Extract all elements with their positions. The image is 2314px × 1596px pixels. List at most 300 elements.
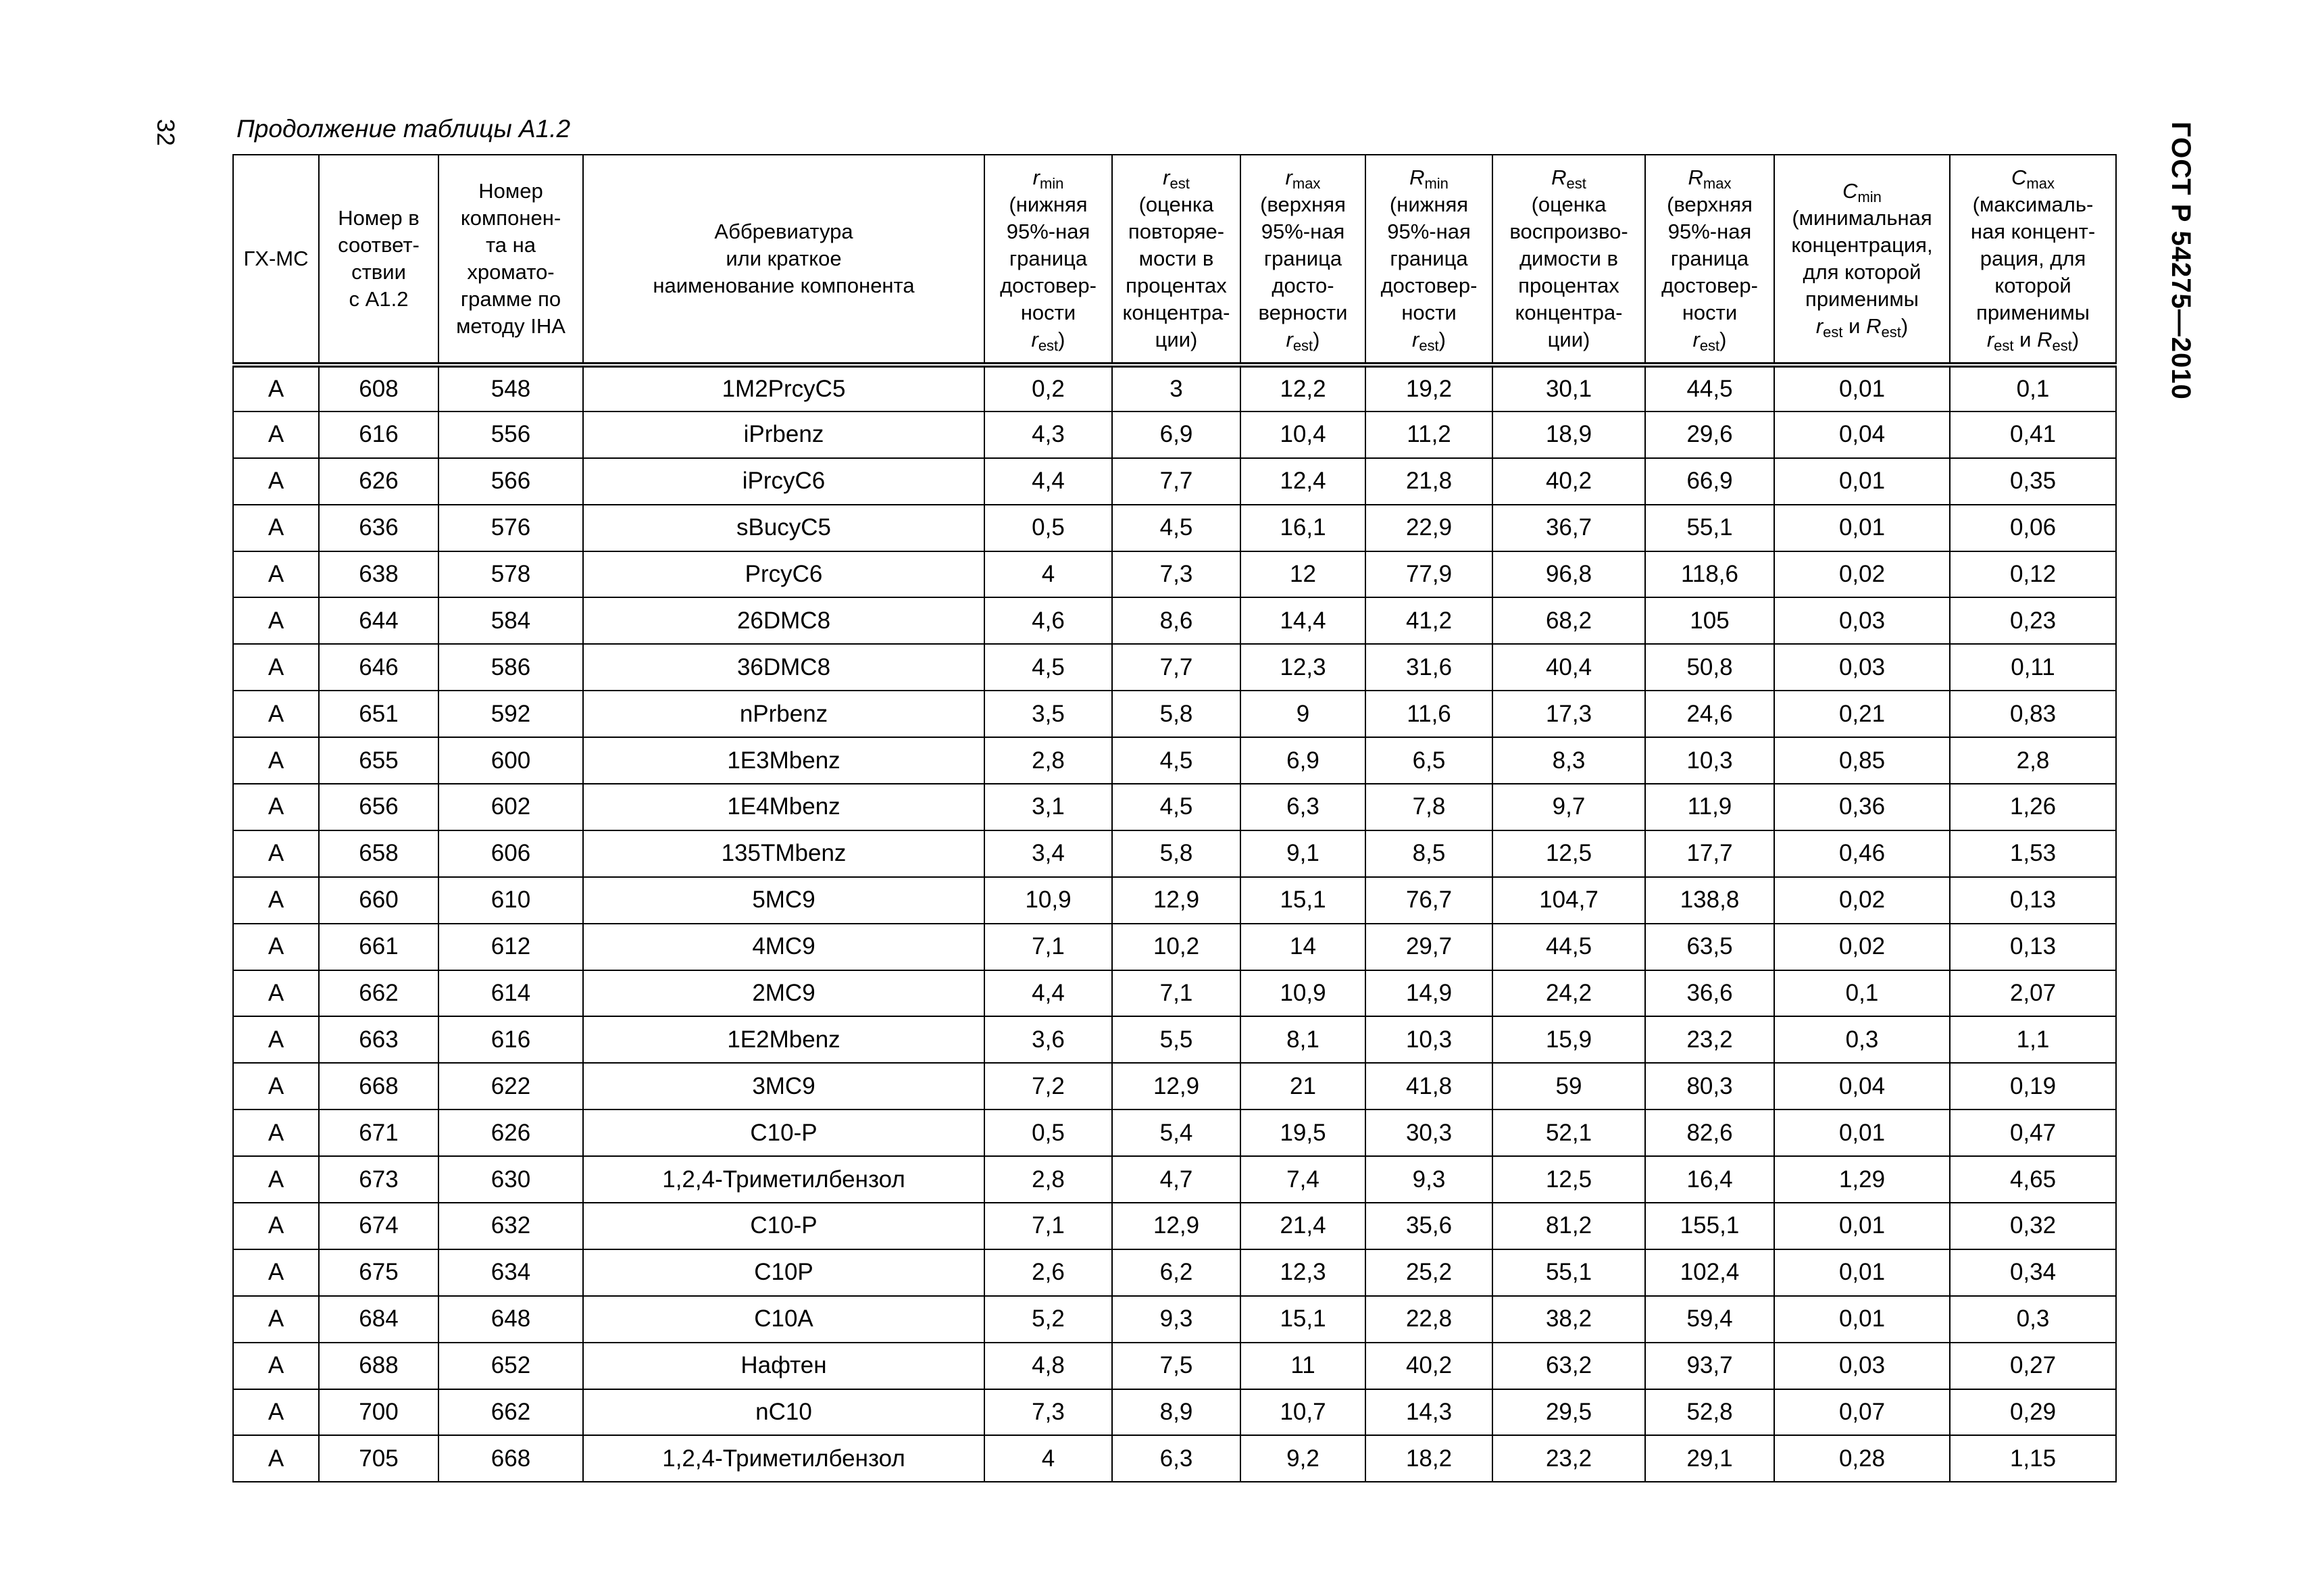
header-r-min-tail-symbol-letter: r: [1031, 328, 1038, 351]
header-R-est-symbol: [1551, 166, 1586, 192]
header-C-max-symbol: [2011, 166, 2055, 192]
table-row: [233, 1156, 2116, 1203]
cell-R-est: 9,7: [1492, 784, 1645, 830]
cell-R-est: 8,3: [1492, 737, 1645, 784]
cell-gcms: А: [233, 1435, 319, 1482]
cell-gcms: А: [233, 924, 319, 970]
cell-component-number: 612: [438, 924, 583, 970]
cell-abbreviation: iPrcyC6: [583, 458, 984, 505]
cell-r-max: 10,7: [1240, 1389, 1365, 1436]
cell-gcms: А: [233, 597, 319, 644]
cell-r-max: 10,9: [1240, 970, 1365, 1017]
cell-abbreviation: 1M2PrcyC5: [583, 365, 984, 412]
cell-C-max: 1,1: [1950, 1016, 2116, 1063]
cell-C-min: 0,02: [1774, 877, 1950, 924]
header-r-min: [984, 155, 1112, 365]
cell-r-est: 5,5: [1112, 1016, 1240, 1063]
cell-R-max: 66,9: [1645, 458, 1774, 505]
cell-abbreviation: Нафтен: [583, 1343, 984, 1389]
header-r-est-symbol-letter: r: [1163, 166, 1170, 189]
cell-gcms: А: [233, 1343, 319, 1389]
cell-R-max: 23,2: [1645, 1016, 1774, 1063]
cell-abbreviation: 135TMbenz: [583, 830, 984, 877]
cell-R-max: 17,7: [1645, 830, 1774, 877]
cell-C-max: 0,11: [1950, 644, 2116, 691]
cell-component-number: 614: [438, 970, 583, 1017]
cell-R-est: 24,2: [1492, 970, 1645, 1017]
cell-r-min: 5,2: [984, 1296, 1112, 1343]
cell-r-max: 9: [1240, 691, 1365, 737]
cell-component-number: 616: [438, 1016, 583, 1063]
header-abbreviation-line: наименование компонента: [653, 274, 915, 297]
cell-component-number: 548: [438, 365, 583, 412]
header-r-min-tail-symbol-subscript: est: [1038, 337, 1059, 354]
cell-R-max: 118,6: [1645, 551, 1774, 598]
table-row: [233, 1296, 2116, 1343]
cell-r-est: 7,5: [1112, 1343, 1240, 1389]
cell-C-min: 0,46: [1774, 830, 1950, 877]
header-R-max-title: [1647, 164, 1772, 191]
header-C-min-symbol-subscript: min: [1857, 189, 1882, 205]
cell-R-min: 25,2: [1365, 1249, 1492, 1296]
cell-r-min: 7,3: [984, 1389, 1112, 1436]
cell-C-min: 0,01: [1774, 1203, 1950, 1249]
table-row: [233, 1063, 2116, 1109]
cell-number-a12: 675: [319, 1249, 438, 1296]
cell-gcms: А: [233, 691, 319, 737]
cell-number-a12: 705: [319, 1435, 438, 1482]
cell-component-number: 626: [438, 1109, 583, 1156]
cell-gcms: А: [233, 644, 319, 691]
cell-C-max: 1,26: [1950, 784, 2116, 830]
cell-r-est: 5,8: [1112, 830, 1240, 877]
header-R-min: [1365, 155, 1492, 365]
cell-C-max: 2,8: [1950, 737, 2116, 784]
cell-r-max: 12,3: [1240, 1249, 1365, 1296]
header-r-est-line: (оценка: [1138, 193, 1214, 216]
cell-r-min: 4: [984, 1435, 1112, 1482]
header-gcms-line: ГХ-МС: [243, 247, 309, 270]
cell-r-max: 15,1: [1240, 1296, 1365, 1343]
cell-r-max: 11: [1240, 1343, 1365, 1389]
header-r-max-symbol-letter: r: [1285, 166, 1292, 189]
cell-number-a12: 660: [319, 877, 438, 924]
cell-R-min: 22,9: [1365, 505, 1492, 551]
cell-r-min: 2,8: [984, 737, 1112, 784]
header-C-max-tail-conj: и: [2013, 328, 2038, 351]
cell-R-max: 10,3: [1645, 737, 1774, 784]
cell-R-est: 29,5: [1492, 1389, 1645, 1436]
header-R-max-symbol: [1688, 166, 1732, 192]
cell-R-max: 63,5: [1645, 924, 1774, 970]
header-C-min-tail-symbol: [1815, 314, 1843, 341]
cell-r-max: 8,1: [1240, 1016, 1365, 1063]
cell-abbreviation: 4MC9: [583, 924, 984, 970]
cell-component-number: 586: [438, 644, 583, 691]
cell-C-max: 0,12: [1950, 551, 2116, 598]
cell-abbreviation: C10-P: [583, 1203, 984, 1249]
cell-C-max: 0,47: [1950, 1109, 2116, 1156]
header-R-max-tail: [1647, 326, 1772, 353]
table-row: [233, 1016, 2116, 1063]
header-C-min: [1774, 155, 1950, 365]
header-C-min-title: [1776, 178, 1948, 205]
cell-R-min: 7,8: [1365, 784, 1492, 830]
cell-r-max: 12,2: [1240, 365, 1365, 412]
cell-gcms: А: [233, 1296, 319, 1343]
header-C-max-symbol-letter: C: [2011, 166, 2027, 189]
header-R-max-line: граница: [1670, 247, 1749, 270]
cell-R-max: 11,9: [1645, 784, 1774, 830]
cell-r-est: 6,9: [1112, 412, 1240, 458]
cell-R-max: 155,1: [1645, 1203, 1774, 1249]
header-C-min-tail2-symbol-letter: R: [1866, 314, 1882, 338]
cell-r-est: 8,6: [1112, 597, 1240, 644]
cell-gcms: А: [233, 1203, 319, 1249]
cell-R-est: 23,2: [1492, 1435, 1645, 1482]
cell-gcms: А: [233, 365, 319, 412]
cell-r-max: 12,3: [1240, 644, 1365, 691]
cell-abbreviation: 26DMC8: [583, 597, 984, 644]
cell-C-min: 0,03: [1774, 1343, 1950, 1389]
header-C-max-line: ная концент-: [1970, 220, 2096, 243]
cell-C-min: 0,01: [1774, 365, 1950, 412]
table-row: [233, 597, 2116, 644]
header-R-min-tail-symbol-letter: r: [1411, 328, 1419, 351]
cell-r-min: 4,4: [984, 970, 1112, 1017]
cell-R-max: 105: [1645, 597, 1774, 644]
cell-component-number: 610: [438, 877, 583, 924]
cell-R-min: 29,7: [1365, 924, 1492, 970]
cell-component-number: 634: [438, 1249, 583, 1296]
header-C-max-tail-symbol-letter: r: [1986, 328, 1994, 351]
header-R-est: [1492, 155, 1645, 365]
cell-r-max: 6,9: [1240, 737, 1365, 784]
cell-component-number: 566: [438, 458, 583, 505]
cell-component-number: 578: [438, 551, 583, 598]
header-r-min-line: 95%-ная: [1006, 220, 1090, 243]
header-r-est-line: концентра-: [1122, 301, 1230, 324]
table-row: [233, 1249, 2116, 1296]
table-row: [233, 1343, 2116, 1389]
cell-C-min: 0,01: [1774, 1249, 1950, 1296]
header-r-max-tail-symbol: [1286, 328, 1313, 354]
header-r-max-tail: [1242, 326, 1363, 353]
header-R-max-tail-symbol-letter: r: [1692, 328, 1700, 351]
cell-abbreviation: 1,2,4-Триметилбензол: [583, 1435, 984, 1482]
cell-R-min: 41,8: [1365, 1063, 1492, 1109]
cell-gcms: А: [233, 1109, 319, 1156]
header-abbreviation-line: Аббревиатура: [714, 220, 853, 243]
header-r-min-tail-symbol: [1031, 328, 1059, 354]
cell-R-max: 102,4: [1645, 1249, 1774, 1296]
cell-R-max: 80,3: [1645, 1063, 1774, 1109]
page-number: 32: [152, 119, 180, 147]
cell-number-a12: 636: [319, 505, 438, 551]
cell-component-number: 648: [438, 1296, 583, 1343]
cell-R-min: 18,2: [1365, 1435, 1492, 1482]
cell-R-est: 30,1: [1492, 365, 1645, 412]
cell-r-max: 16,1: [1240, 505, 1365, 551]
cell-number-a12: 616: [319, 412, 438, 458]
cell-R-max: 29,1: [1645, 1435, 1774, 1482]
cell-abbreviation: C10A: [583, 1296, 984, 1343]
cell-R-est: 38,2: [1492, 1296, 1645, 1343]
cell-r-min: 2,6: [984, 1249, 1112, 1296]
header-C-min-line: применимы: [1805, 287, 1919, 311]
cell-component-number: 622: [438, 1063, 583, 1109]
cell-r-min: 2,8: [984, 1156, 1112, 1203]
cell-C-max: 0,3: [1950, 1296, 2116, 1343]
cell-r-est: 12,9: [1112, 1063, 1240, 1109]
header-r-max-line: (верхняя: [1260, 193, 1346, 216]
cell-C-max: 0,13: [1950, 924, 2116, 970]
header-C-min-tail-symbol-subscript: est: [1823, 324, 1843, 341]
header-R-max-tail-symbol: [1692, 328, 1720, 354]
header-abbreviation-line: или краткое: [726, 247, 842, 270]
header-R-min-tail-symbol-subscript: est: [1419, 337, 1439, 354]
cell-gcms: А: [233, 737, 319, 784]
header-r-min-symbol-subscript: min: [1039, 175, 1064, 192]
cell-R-max: 93,7: [1645, 1343, 1774, 1389]
cell-R-est: 59: [1492, 1063, 1645, 1109]
header-r-max: [1240, 155, 1365, 365]
cell-r-est: 12,9: [1112, 1203, 1240, 1249]
header-component-number-line: компонен-: [460, 206, 561, 230]
header-R-est-line: ции): [1547, 328, 1590, 351]
header-C-max-line: рация, для: [1980, 247, 2086, 270]
header-R-est-title: [1494, 164, 1643, 191]
header-R-est-symbol-subscript: est: [1566, 175, 1586, 192]
cell-gcms: А: [233, 412, 319, 458]
cell-r-min: 4,6: [984, 597, 1112, 644]
cell-C-max: 0,41: [1950, 412, 2116, 458]
header-r-max-title: [1242, 164, 1363, 191]
header-abbreviation: [583, 155, 984, 365]
cell-r-est: 3: [1112, 365, 1240, 412]
cell-component-number: 606: [438, 830, 583, 877]
cell-number-a12: 671: [319, 1109, 438, 1156]
cell-R-min: 6,5: [1365, 737, 1492, 784]
header-r-max-symbol-subscript: max: [1292, 175, 1321, 192]
cell-C-min: 1,29: [1774, 1156, 1950, 1203]
cell-abbreviation: sBucyC5: [583, 505, 984, 551]
table-row: [233, 1109, 2116, 1156]
header-R-est-line: димости в: [1519, 247, 1619, 270]
header-r-max-symbol: [1285, 166, 1321, 192]
cell-R-min: 14,9: [1365, 970, 1492, 1017]
cell-r-max: 12: [1240, 551, 1365, 598]
cell-gcms: А: [233, 458, 319, 505]
cell-R-min: 10,3: [1365, 1016, 1492, 1063]
cell-abbreviation: 36DMC8: [583, 644, 984, 691]
header-R-min-symbol-letter: R: [1409, 166, 1425, 189]
cell-r-est: 7,3: [1112, 551, 1240, 598]
header-r-est: [1112, 155, 1240, 365]
cell-component-number: 576: [438, 505, 583, 551]
cell-C-min: 0,01: [1774, 1296, 1950, 1343]
header-R-max: [1645, 155, 1774, 365]
cell-r-max: 21,4: [1240, 1203, 1365, 1249]
header-r-est-line: мости в: [1138, 247, 1214, 270]
header-C-min-line: для которой: [1803, 260, 1921, 284]
header-component-number-line: та на: [485, 233, 536, 257]
cell-abbreviation: 3MC9: [583, 1063, 984, 1109]
cell-gcms: А: [233, 877, 319, 924]
cell-C-max: 1,53: [1950, 830, 2116, 877]
cell-r-min: 3,5: [984, 691, 1112, 737]
cell-R-min: 31,6: [1365, 644, 1492, 691]
header-C-max-tail: [1952, 326, 2114, 353]
cell-component-number: 630: [438, 1156, 583, 1203]
cell-R-min: 9,3: [1365, 1156, 1492, 1203]
header-component-number-line: методу IHA: [456, 314, 565, 338]
cell-r-max: 14,4: [1240, 597, 1365, 644]
header-C-min-tail2-symbol-subscript: est: [1881, 324, 1901, 341]
cell-C-min: 0,01: [1774, 1109, 1950, 1156]
data-table: [232, 154, 2117, 1482]
cell-abbreviation: 2MC9: [583, 970, 984, 1017]
cell-component-number: 592: [438, 691, 583, 737]
cell-C-min: 0,01: [1774, 505, 1950, 551]
header-C-max-tail-close: ): [2071, 328, 2080, 351]
cell-number-a12: 700: [319, 1389, 438, 1436]
table-row: [233, 551, 2116, 598]
header-r-max-line: 95%-ная: [1261, 220, 1345, 243]
cell-C-min: 0,01: [1774, 458, 1950, 505]
cell-C-min: 0,07: [1774, 1389, 1950, 1436]
header-r-min-tail-close: ): [1058, 328, 1065, 351]
cell-R-est: 40,2: [1492, 458, 1645, 505]
header-number-a12-line: ствии: [351, 260, 406, 284]
cell-R-max: 82,6: [1645, 1109, 1774, 1156]
cell-R-est: 63,2: [1492, 1343, 1645, 1389]
cell-C-min: 0,04: [1774, 412, 1950, 458]
cell-number-a12: 673: [319, 1156, 438, 1203]
cell-C-max: 0,27: [1950, 1343, 2116, 1389]
header-C-max-symbol-subscript: max: [2026, 175, 2055, 192]
cell-R-est: 15,9: [1492, 1016, 1645, 1063]
standard-designation: ГОСТ Р 54275—2010: [2166, 122, 2196, 400]
cell-r-est: 5,4: [1112, 1109, 1240, 1156]
cell-R-max: 55,1: [1645, 505, 1774, 551]
cell-C-min: 0,36: [1774, 784, 1950, 830]
cell-r-min: 10,9: [984, 877, 1112, 924]
cell-R-min: 14,3: [1365, 1389, 1492, 1436]
cell-R-min: 35,6: [1365, 1203, 1492, 1249]
table-row: [233, 691, 2116, 737]
header-R-min-line: ности: [1401, 301, 1457, 324]
cell-R-max: 16,4: [1645, 1156, 1774, 1203]
cell-r-max: 14: [1240, 924, 1365, 970]
cell-number-a12: 646: [319, 644, 438, 691]
table-body: [233, 365, 2116, 1482]
cell-r-est: 7,1: [1112, 970, 1240, 1017]
header-r-min-symbol-letter: r: [1032, 166, 1040, 189]
cell-r-max: 15,1: [1240, 877, 1365, 924]
cell-component-number: 668: [438, 1435, 583, 1482]
cell-C-min: 0,02: [1774, 924, 1950, 970]
cell-C-min: 0,03: [1774, 597, 1950, 644]
header-C-max-tail2-symbol: [2037, 328, 2072, 354]
header-r-min-tail: [986, 326, 1110, 353]
header-R-max-symbol-letter: R: [1688, 166, 1703, 189]
cell-r-est: 6,3: [1112, 1435, 1240, 1482]
cell-C-min: 0,3: [1774, 1016, 1950, 1063]
cell-C-max: 0,1: [1950, 365, 2116, 412]
cell-r-est: 7,7: [1112, 644, 1240, 691]
cell-r-min: 4,5: [984, 644, 1112, 691]
header-r-min-title: [986, 164, 1110, 191]
cell-r-min: 3,1: [984, 784, 1112, 830]
cell-gcms: А: [233, 784, 319, 830]
cell-r-min: 7,1: [984, 924, 1112, 970]
cell-component-number: 584: [438, 597, 583, 644]
header-number-a12-line: с А1.2: [349, 287, 409, 311]
cell-abbreviation: 1E4Mbenz: [583, 784, 984, 830]
cell-R-est: 18,9: [1492, 412, 1645, 458]
table-row: [233, 1435, 2116, 1482]
cell-r-min: 3,4: [984, 830, 1112, 877]
cell-number-a12: 651: [319, 691, 438, 737]
cell-R-est: 104,7: [1492, 877, 1645, 924]
header-C-min-symbol: [1842, 179, 1882, 203]
cell-r-min: 0,5: [984, 505, 1112, 551]
table-row: [233, 737, 2116, 784]
header-C-min-tail-conj: и: [1842, 314, 1867, 338]
header-R-est-line: концентра-: [1515, 301, 1623, 324]
header-r-max-line: граница: [1263, 247, 1342, 270]
cell-number-a12: 626: [319, 458, 438, 505]
cell-gcms: А: [233, 830, 319, 877]
cell-abbreviation: iPrbenz: [583, 412, 984, 458]
cell-C-min: 0,21: [1774, 691, 1950, 737]
cell-R-max: 36,6: [1645, 970, 1774, 1017]
cell-r-est: 4,7: [1112, 1156, 1240, 1203]
table-row: [233, 644, 2116, 691]
cell-R-est: 96,8: [1492, 551, 1645, 598]
cell-r-max: 6,3: [1240, 784, 1365, 830]
cell-number-a12: 658: [319, 830, 438, 877]
cell-r-min: 4,4: [984, 458, 1112, 505]
header-C-max-title: [1952, 164, 2114, 191]
cell-R-max: 50,8: [1645, 644, 1774, 691]
cell-r-est: 9,3: [1112, 1296, 1240, 1343]
cell-r-min: 0,2: [984, 365, 1112, 412]
cell-R-min: 19,2: [1365, 365, 1492, 412]
cell-R-est: 12,5: [1492, 830, 1645, 877]
cell-r-max: 9,1: [1240, 830, 1365, 877]
table-row: [233, 505, 2116, 551]
cell-R-est: 52,1: [1492, 1109, 1645, 1156]
table-row: [233, 412, 2116, 458]
header-R-min-tail: [1367, 326, 1490, 353]
cell-R-est: 44,5: [1492, 924, 1645, 970]
header-R-min-title: [1367, 164, 1490, 191]
header-r-est-title: [1114, 164, 1238, 191]
cell-R-min: 41,2: [1365, 597, 1492, 644]
table-row: [233, 458, 2116, 505]
header-component-number-line: Номер: [478, 179, 543, 203]
cell-R-min: 21,8: [1365, 458, 1492, 505]
header-R-est-line: воспроизво-: [1509, 220, 1628, 243]
header-R-max-tail-close: ): [1719, 328, 1727, 351]
header-r-max-line: верности: [1258, 301, 1348, 324]
cell-R-est: 68,2: [1492, 597, 1645, 644]
cell-C-max: 0,23: [1950, 597, 2116, 644]
header-C-min-tail2-symbol: [1866, 314, 1901, 341]
cell-R-max: 44,5: [1645, 365, 1774, 412]
